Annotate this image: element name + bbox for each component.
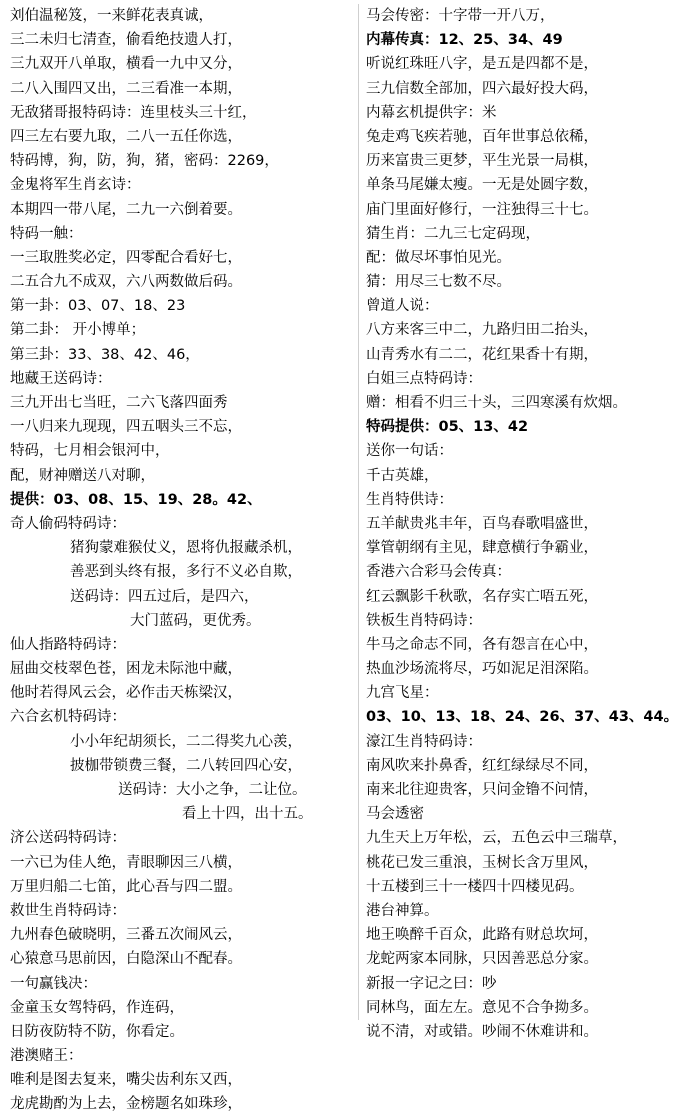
text-line: 八方来客三中二，九路归田二抬头， <box>366 322 598 339</box>
text-line: 03、10、13、18、24、26、37、43、44。 <box>366 709 679 726</box>
text-line: 配，财神赠送八对聊， <box>10 467 155 484</box>
text-line: 一八归来九现现，四五咽头三不忘， <box>10 419 242 436</box>
text-line: 特码一触： <box>10 225 83 242</box>
text-line: 金鬼将军生肖玄诗： <box>10 177 141 194</box>
text-line: 同林鸟，面左左。意见不合争拗多。 <box>366 999 598 1016</box>
text-line: 善恶到头终有报，多行不义必自欺， <box>70 564 302 581</box>
text-line: 历来富贵三更梦，平生光景一局棋， <box>366 153 598 170</box>
text-line: 大门蓝码，更优秀。 <box>130 612 261 629</box>
text-line: 曾道人说： <box>366 298 439 315</box>
text-line: 铁板生肖特码诗： <box>366 612 482 629</box>
text-line: 马会透密 <box>366 806 424 823</box>
text-line: 刘伯温秘笈，一来鲜花表真诚， <box>10 8 213 24</box>
text-line: 九宫飞星： <box>366 685 439 702</box>
text-line: 千古英雄， <box>366 467 439 484</box>
text-line: 说不清，对或错。吵闹不休难讲和。 <box>366 1023 598 1040</box>
text-line: 济公送码特码诗： <box>10 830 126 847</box>
text-line: 单条马尾嫌太瘦。一无是处圆字数， <box>366 177 598 194</box>
text-line: 九生天上万年松，云，五色云中三瑞草， <box>366 830 627 847</box>
text-line: 五羊献贵兆丰年，百鸟春歌唱盛世， <box>366 515 598 532</box>
text-line: 一三取胜奖必定，四零配合看好七， <box>10 249 242 266</box>
left-column <box>10 4 350 1117</box>
text-line: 地藏王送码诗： <box>10 370 112 387</box>
text-line: 龙虎勘酌为上去，金榜题名如珠珍， <box>10 1096 242 1113</box>
text-line: 十五楼到三十一楼四十四楼见码。 <box>366 878 584 895</box>
text-line: 桃花已发三重浪，玉树长含万里风， <box>366 854 598 871</box>
text-line: 港澳赌王： <box>10 1048 83 1065</box>
text-line: 送你一句话： <box>366 443 453 460</box>
text-line: 二五合九不成双，六八两数做后码。 <box>10 274 242 291</box>
text-line: 第三卦：33、38、42、46， <box>10 346 200 363</box>
text-line: 配：做尽坏事怕见光。 <box>366 249 511 266</box>
text-line: 庙门里面好修行，一注独得三十七。 <box>366 201 598 218</box>
text-line: 第一卦：03、07、18、23 <box>10 298 186 315</box>
text-line: 小小年纪胡须长，二二得奖九心羡， <box>70 733 302 750</box>
text-line: 白姐三点特码诗： <box>366 370 482 387</box>
text-line: 新报一字记之曰：吵 <box>366 975 497 992</box>
text-line: 猜：用尽三七数不尽。 <box>366 274 511 291</box>
right-column <box>366 4 686 1044</box>
text-line: 三九开出七当旺，二六飞落四面秀 <box>10 395 228 411</box>
text-line: 特码，七月相会银河中， <box>10 443 170 460</box>
text-line: 牛马之命志不同，各有怨言在心中， <box>366 636 598 653</box>
text-line: 屈曲交枝翠色苍，困龙未际池中藏， <box>10 661 242 678</box>
text-line: 四三左右要九取，二八一五任你选， <box>10 128 242 145</box>
text-line: 内幕传真：12、25、34、49 <box>366 32 563 49</box>
text-line: 他时若得风云会，必作击天栋梁汉， <box>10 685 242 702</box>
text-line: 特码提供：05、13、42 <box>366 419 529 436</box>
text-line: 仙人指路特码诗： <box>10 636 126 653</box>
text-line: 三九双开八单取，横看一九中又分， <box>10 56 242 73</box>
text-line: 本期四一带八尾，二九一六倒着要。 <box>10 201 242 218</box>
column-divider <box>358 4 359 1020</box>
text-line: 唯利是图去复来，嘴尖齿利东又西， <box>10 1072 242 1089</box>
text-line: 三二未归七清查，偷看绝技遗人打， <box>10 32 242 49</box>
text-line: 马会传密：十字带一开八万， <box>366 8 555 24</box>
text-line: 赠：相看不归三十头，三四寒溪有炊烟。 <box>366 395 627 411</box>
text-line: 特码博，狗，防，狗，猪，密码：2269， <box>10 153 279 170</box>
text-line: 无敌猪哥报特码诗：连里枝头三十红， <box>10 104 257 121</box>
text-line: 听说红珠旺八字，是五是四都不是， <box>366 56 598 73</box>
text-line: 六合玄机特码诗： <box>10 709 126 726</box>
text-line: 披枷带锁费三餐，二八转回四心安， <box>70 757 302 774</box>
text-line: 日防夜防特不防，你看定。 <box>10 1023 184 1040</box>
text-line: 三九信数全部加，四六最好投大码， <box>366 80 598 97</box>
text-line: 一句赢钱决： <box>10 975 97 992</box>
text-line: 第二卦： 开小博单； <box>10 322 146 339</box>
text-line: 生肖特供诗： <box>366 491 453 508</box>
text-line: 送码诗：大小之争，二让位。 <box>118 782 307 798</box>
text-line: 心猿意马思前因，白隐深山不配春。 <box>10 951 242 968</box>
text-line: 热血沙场流将尽，巧如泥足泪深陷。 <box>366 661 598 678</box>
text-line: 二八入围四又出，二三看准一本期， <box>10 80 242 97</box>
text-line: 猜生肖：二九三七定码现， <box>366 225 540 242</box>
text-line: 九州春色破晓明，三番五次闹风云， <box>10 927 242 944</box>
text-line: 龙蛇两家本同脉，只因善恶总分家。 <box>366 951 598 968</box>
text-line: 金童玉女驾特码，作连码， <box>10 999 184 1016</box>
text-line: 红云飘影千秋歌，名存实亡唔五死， <box>366 588 598 605</box>
text-line: 地王唤醉千百众，此路有财总坎坷， <box>366 927 598 944</box>
text-line: 濠江生肖特码诗： <box>366 733 482 750</box>
text-line: 猪狗蒙难猴仗义，恩将仇报藏杀机， <box>70 540 302 557</box>
text-line: 南来北往迎贵客，只问金镥不问情， <box>366 782 598 798</box>
text-line: 送码诗：四五过后，是四六， <box>70 588 259 605</box>
text-line: 内幕玄机提供字：米 <box>366 104 497 121</box>
text-line: 兔走鸡飞疾若驰，百年世事总依稀， <box>366 128 598 145</box>
text-line: 提供：03、08、15、19、28。42、 <box>10 491 262 508</box>
text-line: 掌管朝纲有主见，肆意横行争霸业， <box>366 540 598 557</box>
text-line: 山青秀水有二二，花红果香十有期， <box>366 346 598 363</box>
text-line: 一六已为佳人绝，青眼聊因三八横， <box>10 854 242 871</box>
text-line: 万里归船二七笛，此心吾与四二盟。 <box>10 878 242 895</box>
text-line: 港台神算。 <box>366 902 439 919</box>
text-line: 香港六合彩马会传真： <box>366 564 511 581</box>
text-line: 看上十四，出十五。 <box>182 806 313 823</box>
text-line: 救世生肖特码诗： <box>10 902 126 919</box>
text-line: 南风吹来扑鼻香，红红绿绿尽不同， <box>366 757 598 774</box>
text-line: 奇人偷码特码诗： <box>10 515 126 532</box>
